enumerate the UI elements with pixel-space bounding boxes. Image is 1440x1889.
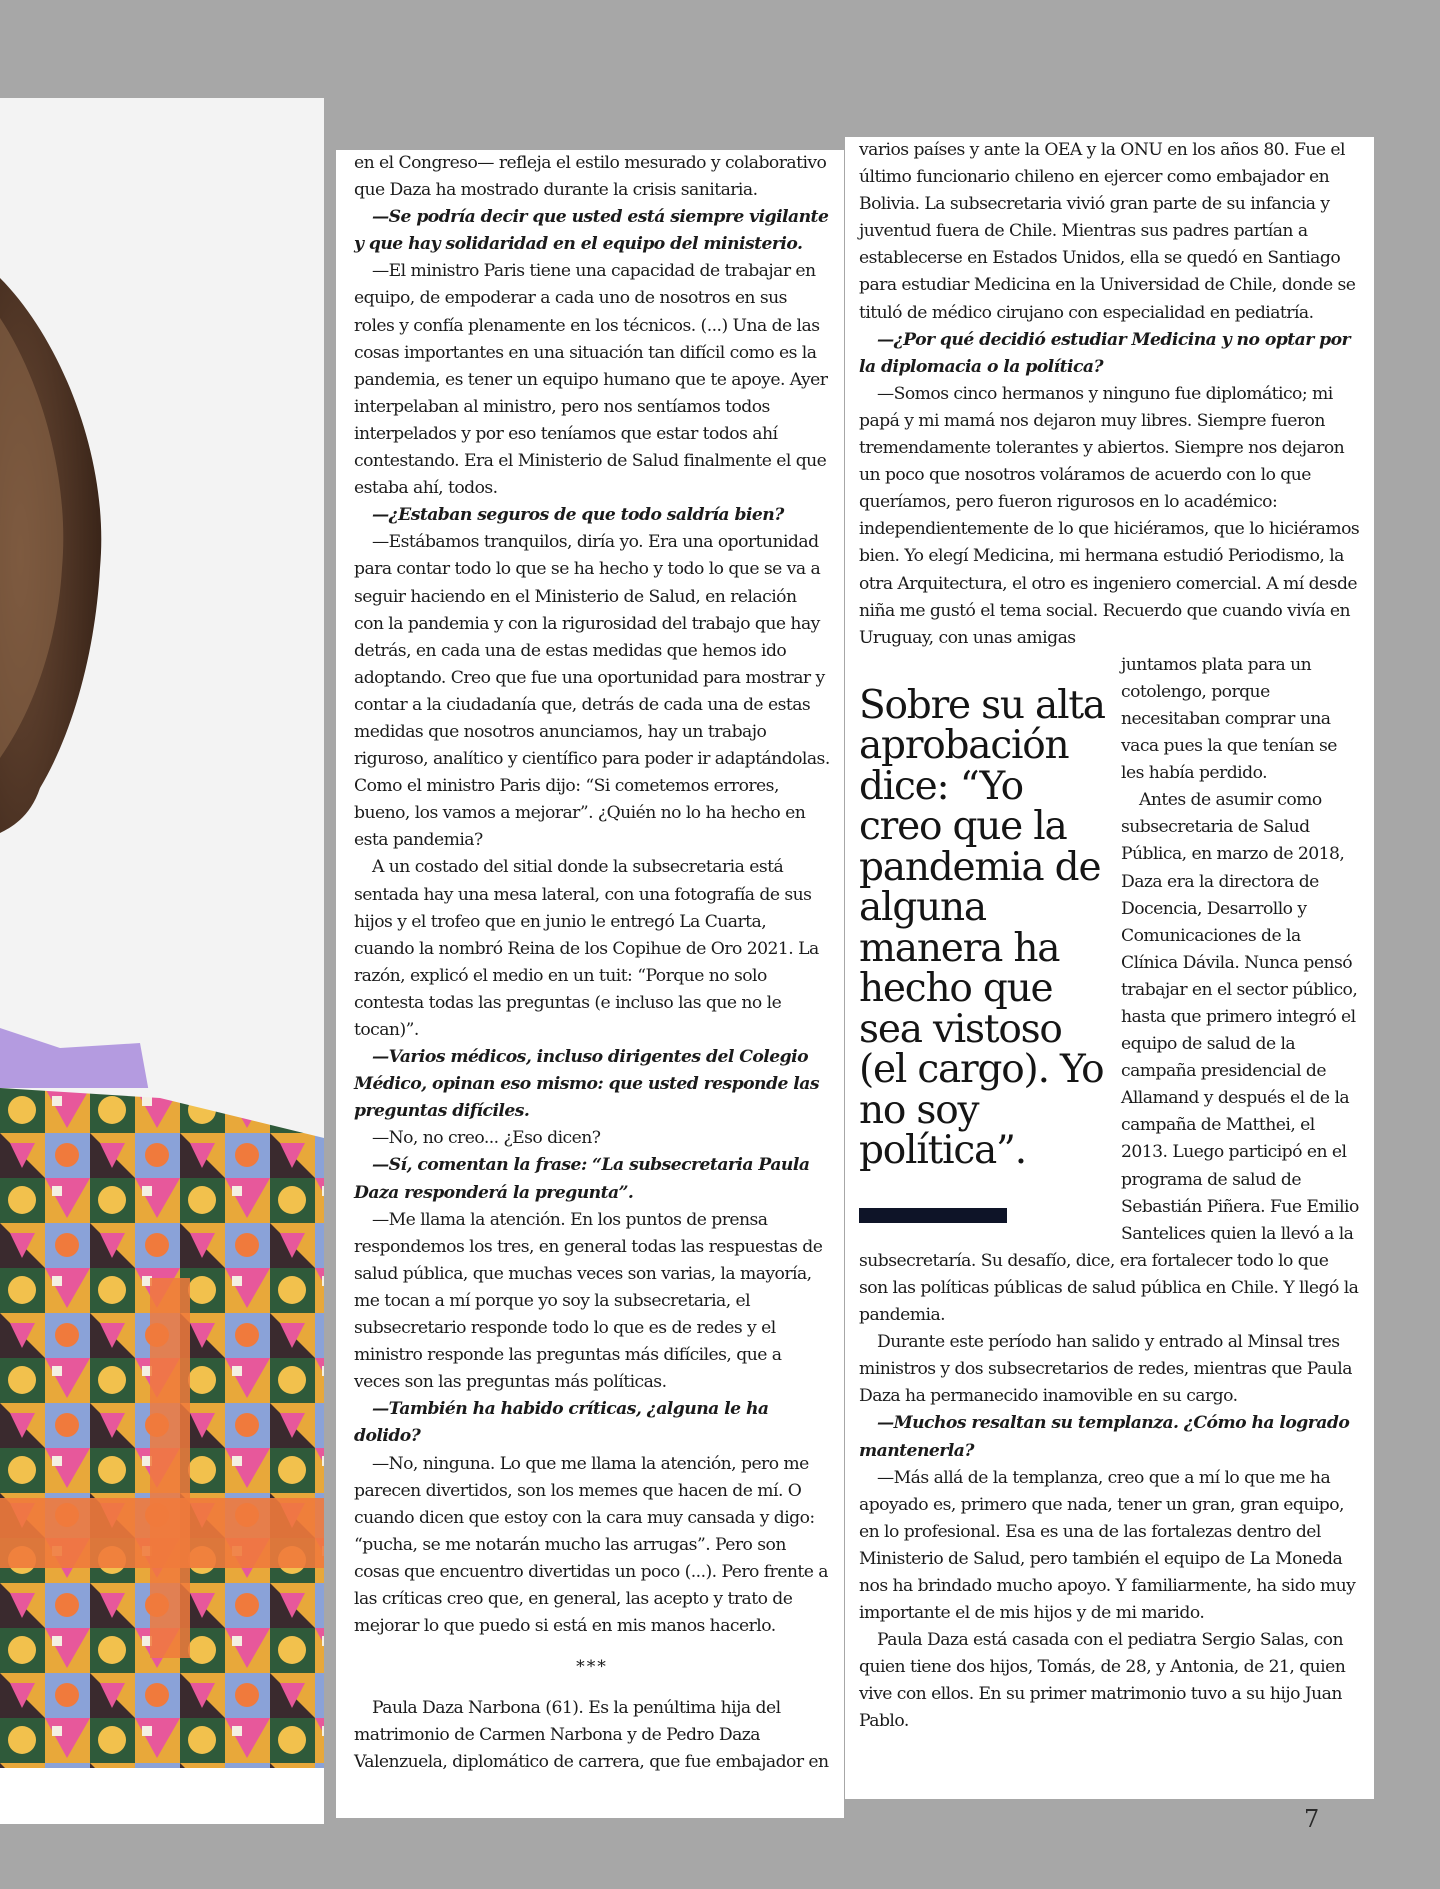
paragraph: Durante este período han salido y entrado al Minsal tres ministros y dos subsecretarios de redes, mientras que Paula Daza ha permanecido inamovible en su cargo.	[859, 1332, 1352, 1407]
paragraph: varios países y ante la OEA y la ONU en los años 80. Fue el último funcionario chileno en ejercer como embajador en Bolivia. La subsecretaria vivió gran parte de su infancia y juventud fuera de Chile. Mientras sus padres partían a establecerse en Estados Unidos, ella se quedó en Santiago para estudiar Medicina en la Universidad de Chile, donde se tituló de médico cirujano con especialidad en pediatría.	[859, 140, 1356, 323]
interview-question: —Muchos resaltan su templanza. ¿Cómo ha logrado mantenerla?	[859, 1413, 1350, 1461]
paragraph: juntamos plata para un cotolengo, porque necesitaban comprar una vaca pues la que tenían se les había perdido.	[1121, 654, 1337, 784]
portrait-photo	[0, 98, 324, 1824]
paragraph: —No, no creo... ¿Eso dicen?	[372, 1128, 601, 1149]
article-column-left	[336, 150, 844, 1818]
paragraph: en el Congreso— refleja el estilo mesurado y colaborativo que Daza ha mostrado durante la crisis sanitaria.	[354, 153, 827, 201]
article-column-right	[845, 137, 1374, 1799]
paragraph: —No, ninguna. Lo que me llama la atención, pero me parecen divertidos, son los memes que hacen de mí. O cuando dicen que estoy con la cara muy cansada y digo: “pucha, se me notarán mucho las arrugas”. Pero son cosas que encuentro divertidas un poco (...). Pero frente a las críticas creo que, en general, las acepto y trato de mejorar lo que puedo si está en mis manos hacerlo.	[354, 1453, 828, 1637]
paragraph: —El ministro Paris tiene una capacidad de trabajar en equipo, de empoderar a cada uno de nosotros en sus roles y confía plenamente en los técnicos. (...) Una de las cosas importantes en una situación tan difícil como es la pandemia, es tener un equipo humano que te apoye. Ayer interpelaban al ministro, pero nos sentíamos todos interpelados y por eso teníamos que estar todos ahí contestando. Era el Ministerio de Salud finalmente el que estaba ahí, todos.	[354, 261, 828, 499]
pull-quote-rule	[859, 1208, 1007, 1223]
interview-question: —Varios médicos, incluso dirigentes del Colegio Médico, opinan eso mismo: que usted responde las preguntas difíciles.	[354, 1047, 819, 1122]
pull-quote	[859, 682, 1109, 1223]
pull-quote-text: Sobre su alta aprobación dice: “Yo creo que la pandemia de alguna manera ha hecho que sea vistoso (el cargo). Yo no soy política”.	[859, 682, 1105, 1174]
paragraph: Paula Daza está casada con el pediatra Sergio Salas, con quien tiene dos hijos, Tomás, de 28, y Antonia, de 21, quien vive con ellos. En su primer matrimonio tuvo a su hijo Juan Pablo.	[859, 1630, 1346, 1732]
paragraph: —Somos cinco hermanos y ninguno fue diplomático; mi papá y mi mamá nos dejaron muy libres. Siempre fueron tremendamente tolerantes y abiertos. Siempre nos dejaron un poco que nosotros voláramos de acuerdo con lo que queríamos, pero fueron rigurosos en lo académico: independientemente de lo que hiciéramos, que lo hiciéramos bien. Yo elegí Medicina, mi hermana estudió Periodismo, la otra Arquitectura, el otro es ingeniero comercial. A mí desde niña me gustó el tema social. Recuerdo que cuando vivía en Uruguay, con unas amigas	[859, 383, 1360, 648]
interview-question: —¿Por qué decidió estudiar Medicina y no optar por la diplomacia o la política?	[859, 329, 1351, 377]
interview-question: —Se podría decir que usted está siempre vigilante y que hay solidaridad en el equipo del ministerio.	[354, 207, 829, 255]
paragraph: —Me llama la atención. En los puntos de prensa respondemos los tres, en general todas las respuestas de salud pública, que muchas veces son varias, la mayoría, me tocan a mí porque yo soy la subsecretaria, el subsecretario responde todo lo que es de redes y el ministro responde las preguntas más difíciles, que a veces son las preguntas más políticas.	[354, 1209, 823, 1393]
interview-question: —También ha habido críticas, ¿alguna le ha dolido?	[354, 1399, 769, 1447]
interview-question: —Sí, comentan la frase: “La subsecretaria Paula Daza responderá la pregunta”.	[354, 1155, 810, 1203]
section-divider-stars: ***	[576, 1657, 608, 1678]
page-number: 7	[1304, 1805, 1320, 1833]
paragraph: —Más allá de la templanza, creo que a mí lo que me ha apoyado es, primero que nada, tener un gran, gran equipo, en lo profesional. Esa es una de las fortalezas dentro del Ministerio de Salud, pero también el equipo de La Moneda nos ha brindado mucho apoyo. Y familiarmente, ha sido muy importante el de mis hijos y de mi marido.	[859, 1467, 1356, 1624]
paragraph: Antes de asumir como subsecretaria de Salud Pública, en marzo de 2018, Daza era la directora de Docencia, Desarrollo y Comunicaciones de la Clínica Dávila. Nunca pensó trabajar en el sector público, hasta que primero integró el equipo de salud de la campaña presidencial de Allamand y después el de la campaña de Matthei, el 2013. Luego participó en el programa de salud de Sebastián Piñera. Fue Emilio Santelices quien la llevó a la subsecretaría. Su desafío, dice, era fortalecer todo lo que son las políticas públicas de salud pública en Chile. Y llegó la pandemia.	[859, 790, 1359, 1326]
interview-question: —¿Estaban seguros de que todo saldría bien?	[372, 505, 784, 526]
paragraph: A un costado del sitial donde la subsecretaria está sentada hay una mesa lateral, con una fotografía de sus hijos y el trofeo que en junio le entregó La Cuarta, cuando la nombró Reina de los Copihue de Oro 2021. La razón, explicó el medio en un tuit: “Porque no solo contesta todas las preguntas (e incluso las que no le tocan)”.	[354, 857, 819, 1040]
paragraph: Paula Daza Narbona (61). Es la penúltima hija del matrimonio de Carmen Narbona y de Pedro Daza Valenzuela, diplomático de carrera, que fue embajador en	[354, 1698, 829, 1773]
paragraph: —Estábamos tranquilos, diría yo. Era una oportunidad para contar todo lo que se ha hecho y todo lo que se va a seguir haciendo en el Ministerio de Salud, en relación con la pandemia y con la rigurosidad del trabajo que hay detrás, en cada una de estas medidas que hemos ido adoptando. Creo que fue una oportunidad para mostrar y contar a la ciudadanía que, detrás de cada una de estas medidas que nosotros anunciamos, hay un trabajo riguroso, analítico y científico para poder ir adaptándolas. Como el ministro Paris dijo: “Si cometemos errores, bueno, los vamos a mejorar”. ¿Quién no lo ha hecho en esta pandemia?	[354, 532, 830, 851]
